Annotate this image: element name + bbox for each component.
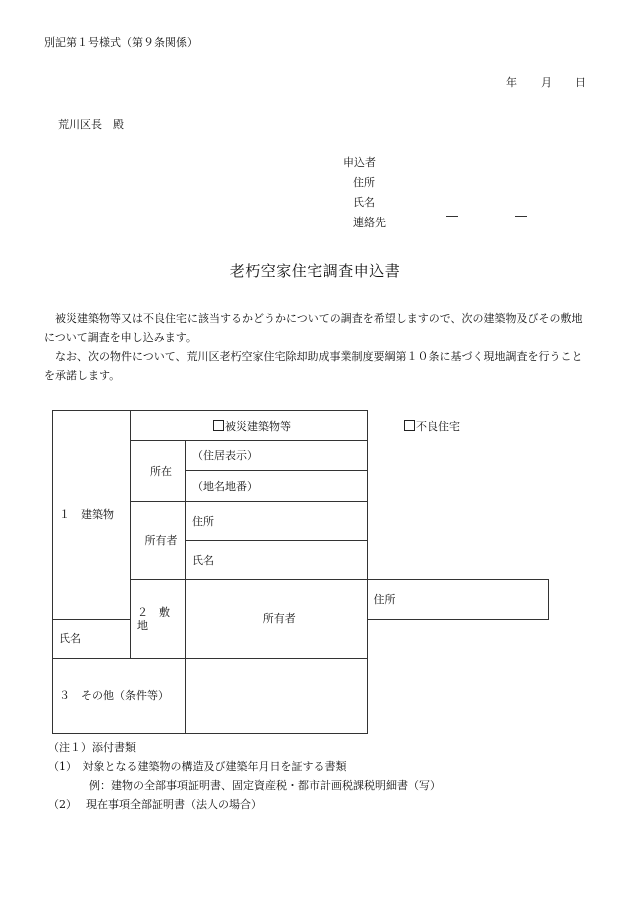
- substandard-housing-label: 不良住宅: [416, 419, 460, 433]
- section-building-label: １ 建築物: [59, 508, 114, 522]
- notes-section: [48, 738, 441, 814]
- site-owner-label: 所有者: [262, 612, 296, 626]
- disaster-building-option[interactable]: [213, 420, 291, 433]
- building-owner-name-field[interactable]: [186, 541, 368, 580]
- notes-item-2: （2） 現在事項全部証明書（法人の場合）: [48, 798, 262, 811]
- building-owner-name-label: 氏名: [192, 553, 214, 567]
- lot-number-field[interactable]: [186, 471, 368, 502]
- site-owner-label-cell: [186, 580, 368, 658]
- site-owner-name-label: 氏名: [59, 632, 81, 646]
- phone-separator-1: [446, 216, 458, 217]
- building-owner-label: 所有者: [144, 534, 178, 548]
- building-owner-label-cell: [131, 502, 186, 580]
- document-title: 老朽空家住宅調査申込書: [229, 262, 401, 280]
- applicant-heading: 申込者: [343, 156, 376, 169]
- section-site-label: ２ 敷 地: [137, 605, 181, 633]
- body-paragraph-2: なお、次の物件について、荒川区老朽空家住宅除却助成事業制度要綱第１０条に基づく現地調査を行うことを承諾します。: [44, 350, 583, 382]
- location-label: 所在: [150, 464, 172, 478]
- residence-display-field[interactable]: [186, 441, 368, 471]
- site-owner-address-label: 住所: [373, 592, 396, 606]
- building-owner-address-label: 住所: [192, 514, 214, 528]
- building-owner-address-field[interactable]: [186, 502, 368, 541]
- date-day-label: 日: [575, 76, 586, 89]
- body-paragraph-1: 被災建築物等又は不良住宅に該当するかどうかについての調査を希望しますので、次の建築物及びその敷地について調査を申し込みます。: [44, 312, 583, 344]
- notes-item-1: （1） 対象となる建築物の構造及び建築年月日を証する書類: [48, 760, 347, 773]
- disaster-building-checkbox[interactable]: [213, 420, 224, 431]
- lot-number-label: （地名地番）: [192, 479, 258, 493]
- site-owner-name-field[interactable]: [53, 619, 131, 658]
- location-label-cell: [131, 441, 186, 502]
- building-type-cell: [131, 411, 460, 441]
- other-conditions-field[interactable]: [186, 658, 368, 733]
- site-owner-address-field[interactable]: [367, 580, 549, 619]
- applicant-address-label: 住所: [353, 176, 375, 189]
- phone-separator-2: [515, 216, 527, 217]
- body-text: [44, 309, 592, 385]
- section-other-cell: [53, 658, 186, 733]
- notes-item-1-example: 例：建物の全部事項証明書、固定資産税・都市計画税課税明細書（写）: [89, 779, 441, 792]
- application-form-table: [52, 410, 549, 734]
- substandard-housing-checkbox[interactable]: [404, 420, 415, 431]
- date-month-label: 月: [541, 76, 552, 89]
- disaster-building-label: 被災建築物等: [225, 419, 291, 433]
- addressee: 荒川区長 殿: [58, 118, 124, 131]
- date-year-label: 年: [506, 76, 517, 89]
- form-number: 別記第１号様式（第９条関係）: [44, 36, 198, 49]
- residence-display-label: （住居表示）: [192, 449, 258, 463]
- section-other-label: ３ その他（条件等）: [59, 689, 169, 703]
- notes-heading: （注１）添付書類: [48, 741, 136, 754]
- section-site-cell: [131, 580, 186, 658]
- section-building-cell: [53, 411, 131, 620]
- applicant-contact-label: 連絡先: [353, 216, 386, 229]
- substandard-housing-option[interactable]: [404, 420, 460, 433]
- applicant-name-label: 氏名: [353, 196, 375, 209]
